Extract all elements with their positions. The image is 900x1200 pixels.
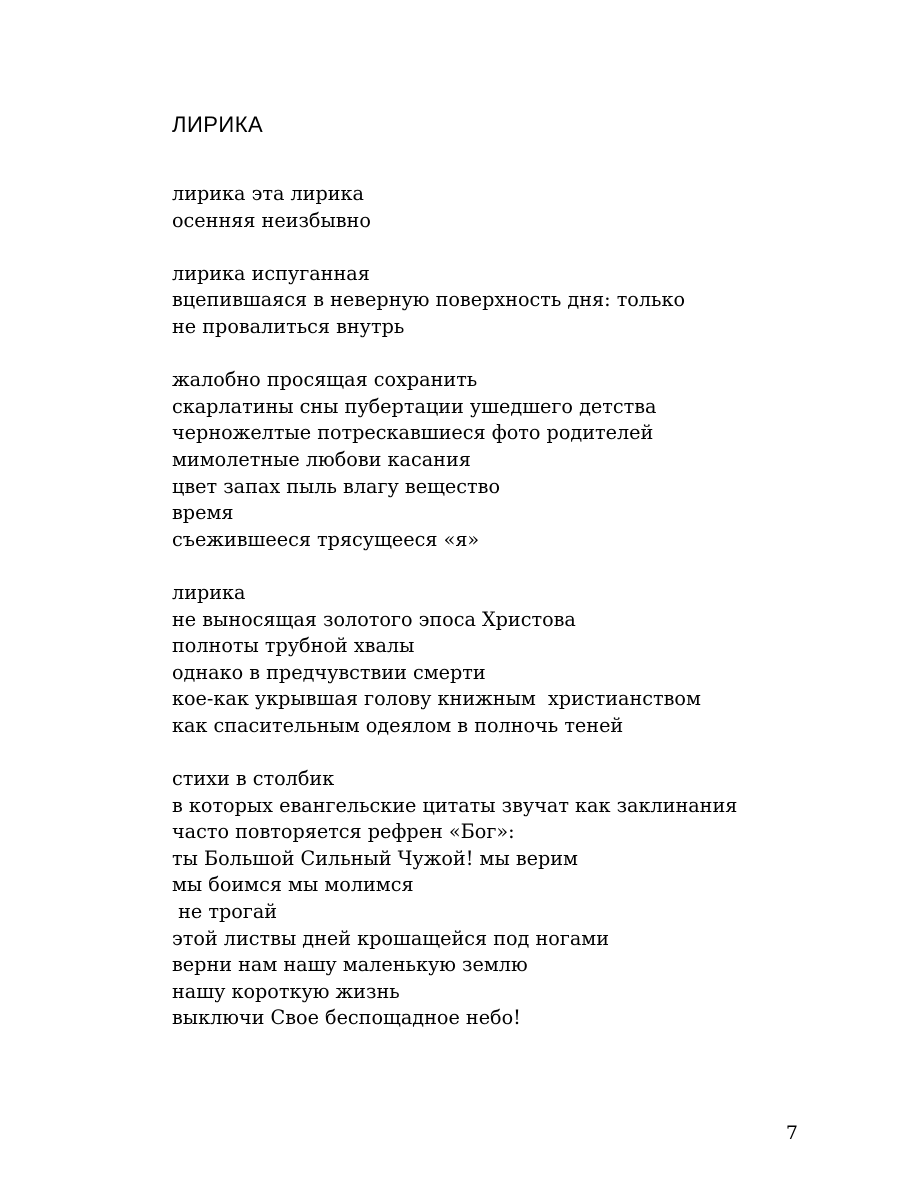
stanza [172,580,852,740]
stanza [172,261,852,341]
stanza [172,367,852,553]
page-number: 7 [785,1122,798,1144]
poem-line: нашу короткую жизнь [172,979,400,1003]
poem-title: ЛИРИКА [172,112,264,137]
poem-line: полноты трубной хвалы [172,634,415,658]
stanza [172,766,852,1032]
poem-line: выключи Свое беспощадное небо! [172,1006,521,1030]
poem-line: скарлатины сны пубертации ушедшего детства [172,394,657,418]
poem-line: ты Большой Сильный Чужой! мы верим [172,846,578,870]
poem-line: жалобно просящая сохранить [172,368,478,392]
poem-line: этой листвы дней крошащейся под ногами [172,926,609,950]
poem-line: черножелтые потрескавшиеся фото родителей [172,421,654,445]
poem-line: цвет запах пыль влагу вещество [172,474,500,498]
poem-line: не трогай [172,900,278,924]
poem-line: как спасительным одеялом в полночь теней [172,713,624,737]
poem-line: осенняя неизбывно [172,208,371,232]
poem-line: мимолетные любови касания [172,447,471,471]
poem-line: не провалиться внутрь [172,314,405,338]
poem-line: лирика эта лирика [172,182,364,205]
poem-line: лирика испуганная [172,261,370,285]
poem-line: не выносящая золотого эпоса Христова [172,607,576,631]
poem-line: однако в предчувствии смерти [172,660,486,684]
poem-line: съежившееся трясущееся «я» [172,527,480,551]
stanza [172,181,852,234]
poem-line: часто повторяется рефрен «Бог»: [172,820,515,844]
poem-body [172,181,852,1059]
poem-line: вцепившаяся в неверную поверхность дня: только [172,288,686,312]
poem-line: в которых евангельские цитаты звучат как заклинания [172,793,738,817]
poem-line: верни нам нашу маленькую землю [172,953,528,977]
poem-line: мы боимся мы молимся [172,873,414,897]
poem-line: время [172,501,234,525]
poem-line: лирика [172,580,246,604]
poem-line: стихи в столбик [172,767,335,791]
poem-line: кое-как укрывшая голову книжным христианством [172,687,701,711]
